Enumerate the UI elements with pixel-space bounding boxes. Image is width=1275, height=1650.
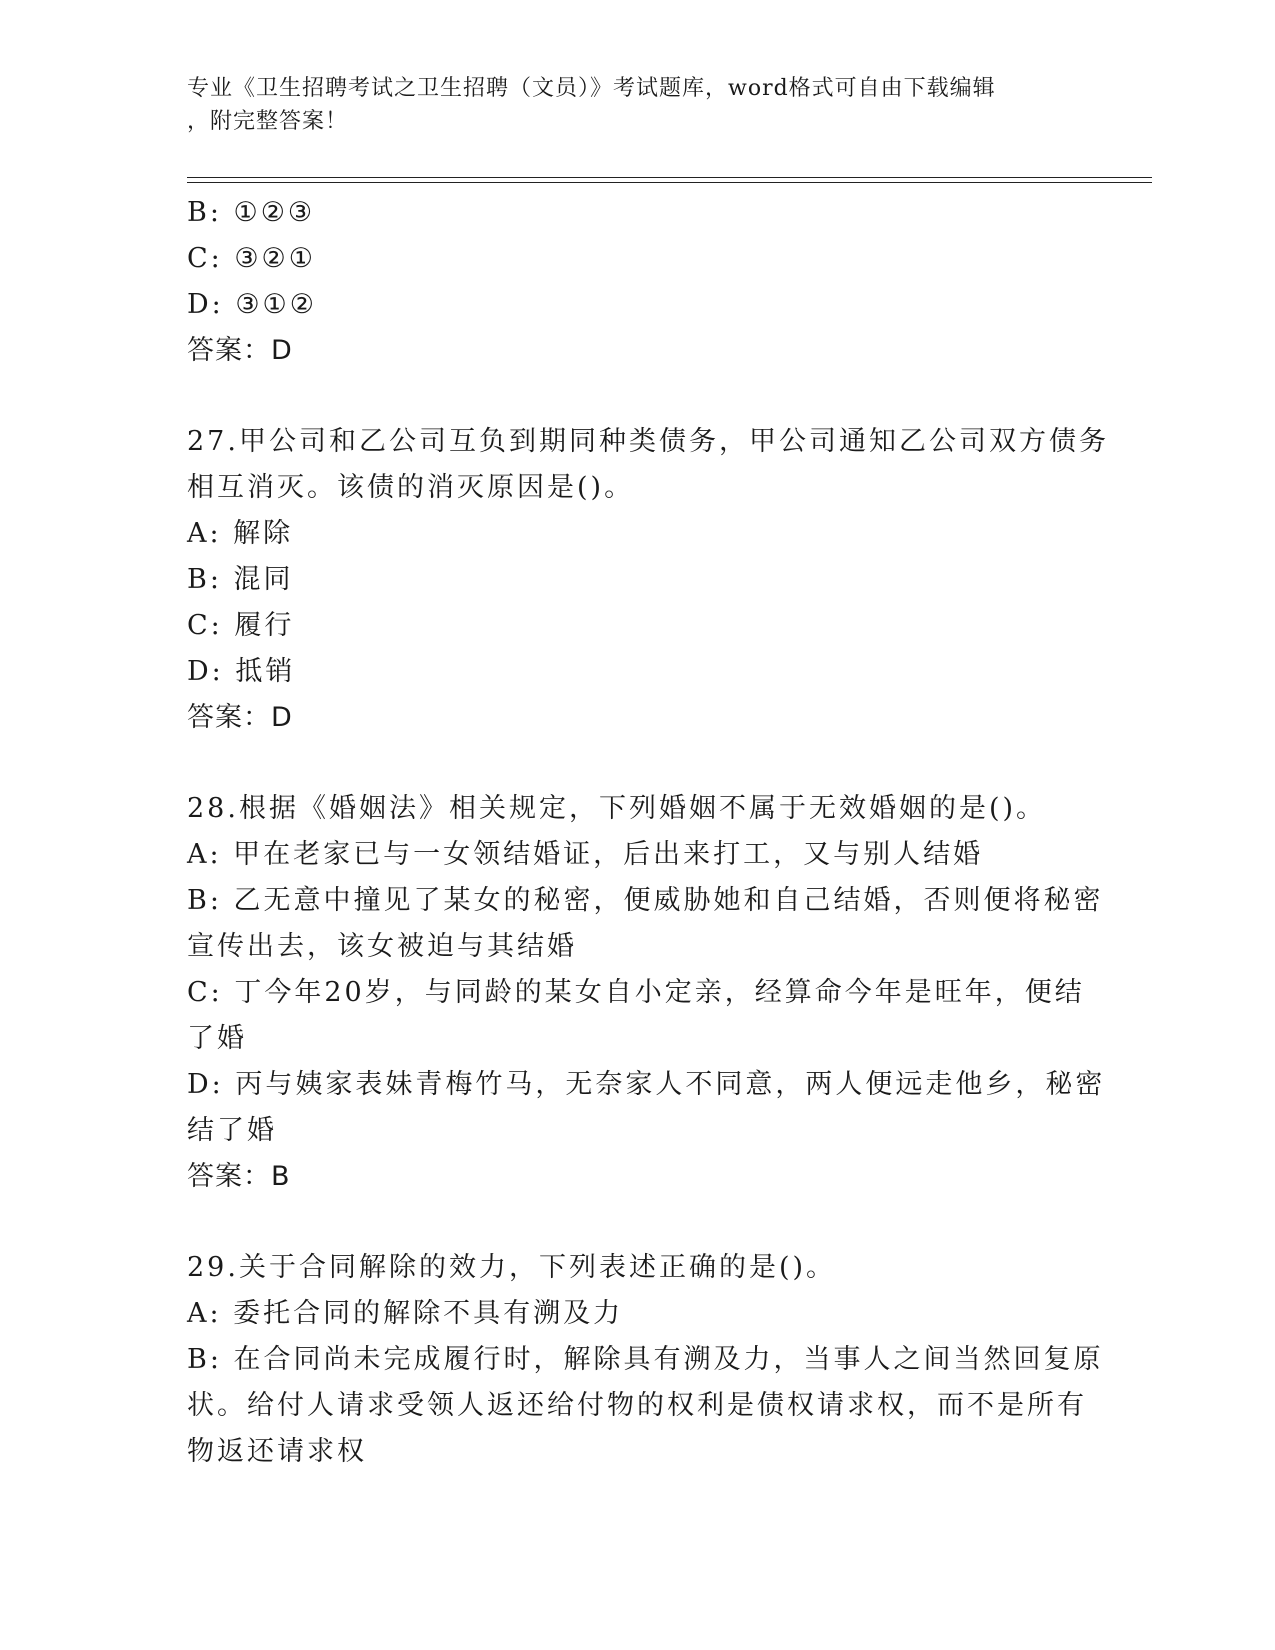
- option-a: A: 解除: [187, 518, 294, 549]
- option-d: D: ③①②: [187, 289, 317, 320]
- option-b-cont: 状。给付人请求受领人返还给付物的权利是债权请求权，而不是所有: [187, 1390, 1087, 1421]
- question-block-27: [187, 419, 1109, 741]
- question-stem: 相互消灭。该债的消灭原因是()。: [187, 472, 635, 503]
- option-a: A: 委托合同的解除不具有溯及力: [187, 1298, 624, 1329]
- option-b-cont: 宣传出去，该女被迫与其结婚: [187, 931, 577, 962]
- option-d-cont: 结了婚: [187, 1115, 277, 1146]
- document-body: [187, 190, 1109, 1475]
- option-b: B: 乙无意中撞见了某女的秘密，便威胁她和自己结婚，否则便将秘密: [187, 885, 1104, 916]
- option-c: C: 丁今年20岁，与同龄的某女自小定亲，经算命今年是旺年，便结: [187, 977, 1085, 1008]
- document-header: [187, 72, 1067, 138]
- option-c-cont: 了婚: [187, 1023, 247, 1054]
- option-b: B: 在合同尚未完成履行时，解除具有溯及力，当事人之间当然回复原: [187, 1344, 1104, 1375]
- question-block-prev: [187, 190, 1067, 374]
- option-b-cont: 物返还请求权: [187, 1436, 367, 1467]
- question-block-28: [187, 786, 1106, 1200]
- question-stem: 29.关于合同解除的效力，下列表述正确的是()。: [187, 1252, 837, 1283]
- question-stem: 28.根据《婚姻法》相关规定，下列婚姻不属于无效婚姻的是()。: [187, 793, 1047, 824]
- answer: 答案：D: [187, 702, 293, 733]
- answer: 答案：B: [187, 1161, 291, 1192]
- question-stem: 27.甲公司和乙公司互负到期同种类债务，甲公司通知乙公司双方债务: [187, 426, 1109, 457]
- option-a: A: 甲在老家已与一女领结婚证，后出来打工，又与别人结婚: [187, 839, 984, 870]
- answer: 答案：D: [187, 335, 293, 366]
- header-rule-bottom: [187, 182, 1152, 183]
- header-rule-top: [187, 177, 1152, 178]
- header-line-1: 专业《卫生招聘考试之卫生招聘（文员）》考试题库，word格式可自由下载编辑: [187, 76, 996, 101]
- option-d: D: 抵销: [187, 656, 296, 687]
- option-b: B: ①②③: [187, 197, 316, 228]
- option-d: D: 丙与姨家表妹青梅竹马，无奈家人不同意，两人便远走他乡，秘密: [187, 1069, 1106, 1100]
- option-c: C: 履行: [187, 610, 295, 641]
- header-line-2: ，附完整答案！: [187, 109, 349, 134]
- question-block-29: [187, 1245, 1104, 1475]
- option-b: B: 混同: [187, 564, 294, 595]
- option-c: C: ③②①: [187, 243, 316, 274]
